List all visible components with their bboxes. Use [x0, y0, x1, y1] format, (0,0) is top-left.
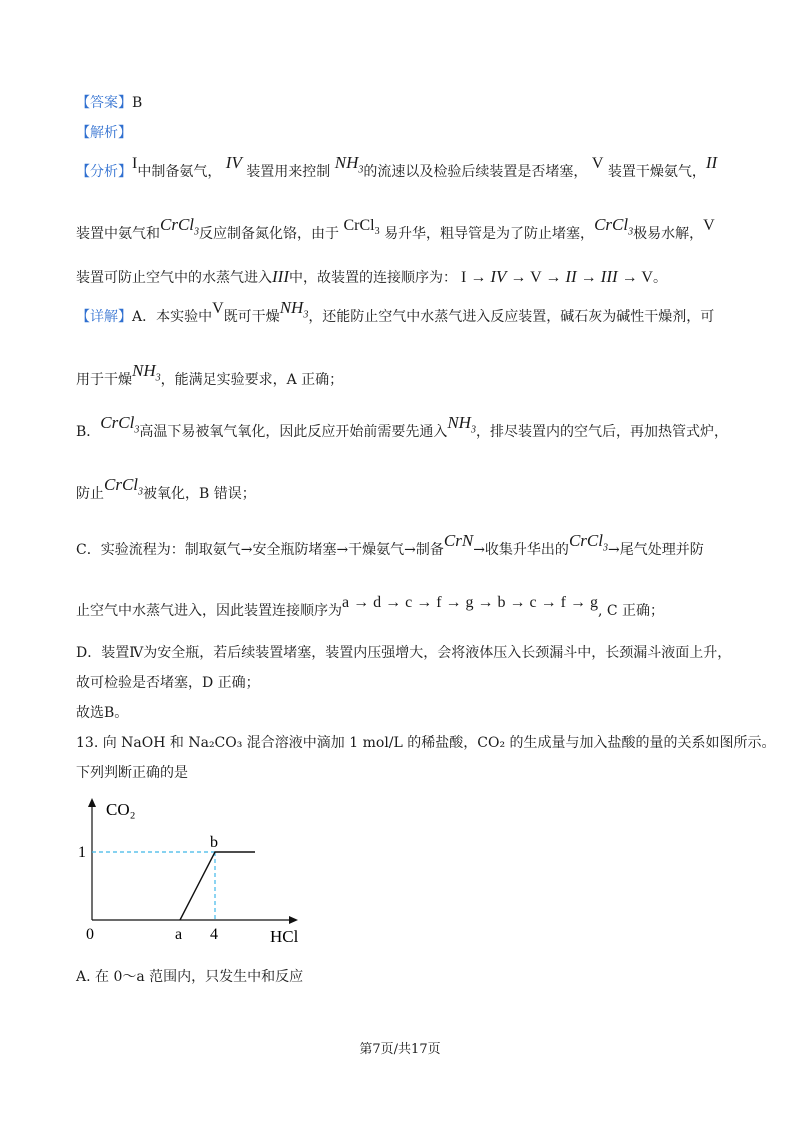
t: 3	[602, 542, 608, 554]
origin-label: 0	[86, 926, 94, 943]
t: 被氧化，B 错误；	[143, 486, 256, 502]
t: →	[545, 269, 562, 286]
t: 防止	[76, 486, 104, 502]
detail-a-2	[76, 361, 344, 395]
t: 中制备氨气，	[137, 164, 222, 180]
t: 中，故装置的连接顺序为：	[288, 270, 457, 286]
analysis-label: 【解析】	[76, 125, 132, 141]
detail-b-1	[76, 413, 728, 447]
nh3	[447, 413, 476, 436]
t: CrCl	[160, 215, 195, 234]
t: NH	[132, 361, 156, 380]
t: →收集升华出的	[473, 542, 569, 558]
t: 3	[194, 226, 200, 238]
question-13-line-1: 13. 向 NaOH 和 Na₂CO₃ 混合溶液中滴加 1 mol/L 的稀盐酸，CO₂ 的生成量与加入盐酸的量的关系如图所示。	[76, 735, 776, 751]
t: CrCl	[104, 475, 139, 494]
t: CrCl	[343, 217, 375, 234]
sym-V: V	[591, 155, 604, 172]
analysis-line-1	[76, 153, 718, 187]
crcl3	[160, 215, 200, 238]
t: CrCl	[568, 531, 603, 550]
connection-sequence: a → d → c → f → g → b → c → f → g	[342, 594, 598, 611]
detail-b-2	[76, 475, 256, 509]
t: NH	[447, 413, 471, 432]
sym-V: V	[703, 217, 715, 234]
detail-c-1	[76, 531, 704, 565]
t: 3	[303, 309, 309, 321]
sym-IV: IV	[225, 153, 242, 172]
detail-tag: 【详解】	[76, 309, 132, 325]
option-a: A. 在 0～a 范围内，只发生中和反应	[76, 969, 304, 985]
x-tick-4: 4	[210, 926, 218, 943]
crcl3	[343, 217, 380, 238]
t: 。	[652, 270, 667, 286]
conclusion: 故选B。	[76, 705, 129, 721]
page-footer: 第7页/共17页	[359, 1042, 441, 1057]
t: 3	[470, 424, 476, 436]
t: 极易水解，	[633, 226, 704, 242]
t: II	[565, 267, 577, 286]
co2-hcl-graph	[70, 795, 320, 950]
sym-V: V	[212, 300, 224, 317]
t: 既可干燥	[223, 309, 280, 325]
crcl3	[568, 531, 608, 554]
nh3	[132, 361, 161, 384]
t: ，能满足实验要求，A 正确；	[160, 372, 344, 388]
t: NH	[279, 298, 304, 317]
t: A．本实验中	[132, 309, 213, 325]
t: CrCl	[594, 215, 629, 234]
t: 3	[138, 486, 144, 498]
t: 装置用来控制	[246, 164, 331, 180]
t: 装置可防止空气中的水蒸气进入	[76, 270, 272, 286]
t: 3	[358, 164, 364, 176]
t: 3	[155, 372, 161, 384]
t: 3	[628, 226, 634, 238]
t: B．	[76, 424, 101, 440]
point-b-label: b	[210, 834, 218, 851]
sym-II: II	[705, 153, 718, 172]
t: 易升华，粗导管是为了防止堵塞，	[384, 226, 595, 242]
detail-d-1: D．装置Ⅳ为安全瓶，若后续装置堵塞，装置内压强增大，会将液体压入长颈漏斗中，长颈漏斗液面上升，	[76, 645, 732, 661]
t: 反应制备氮化铬，由于	[199, 226, 340, 242]
nh3	[279, 298, 309, 321]
question-13-line-2: 下列判断正确的是	[76, 765, 188, 781]
analysis-tag: 【分析】	[76, 164, 132, 180]
t: →尾气处理并防	[607, 542, 704, 558]
t: V	[530, 269, 542, 286]
answer-label: 【答案】	[76, 95, 132, 111]
t: →	[470, 269, 487, 286]
t: ，排尽装置内的空气后，再加热管式炉，	[475, 424, 728, 440]
analysis-line-2	[76, 215, 715, 249]
sym-III: III	[272, 267, 289, 286]
t: →	[621, 269, 638, 286]
t: NH	[334, 153, 359, 172]
detail-a-1	[76, 298, 715, 332]
t: 高温下易被氧气氧化，因此反应开始前需要先通入	[139, 424, 448, 440]
t: 3	[134, 424, 140, 436]
x-tick-a: a	[175, 926, 183, 943]
detail-d-2: 故可检验是否堵塞，D 正确；	[76, 675, 260, 691]
y-axis-arrow	[88, 798, 96, 807]
t: 用于干燥	[76, 372, 132, 388]
sym-I: I	[132, 155, 138, 172]
detail-c-2	[76, 594, 665, 620]
t: 的流速以及检验后续装置是否堵塞，	[363, 164, 588, 180]
analysis-line-3	[76, 268, 667, 287]
x-axis-label: HCl	[270, 927, 299, 946]
t: III	[600, 267, 618, 286]
t: CrCl	[100, 413, 135, 432]
y-axis-label: CO₂	[106, 800, 136, 819]
t: 3	[374, 226, 380, 238]
crcl3	[100, 413, 140, 436]
crcl3	[104, 475, 144, 498]
co2-series-line	[180, 852, 255, 920]
t: ，还能防止空气中水蒸气进入反应装置，碱石灰为碱性干燥剂，可	[308, 309, 715, 325]
answer-line	[76, 94, 142, 112]
nh3	[334, 153, 364, 176]
t: 止空气中水蒸气进入，因此装置连接顺序为	[76, 603, 342, 619]
t: V	[641, 269, 653, 286]
crcl3	[594, 215, 634, 238]
t: , C 正确；	[597, 603, 665, 619]
t: →	[510, 269, 527, 286]
t: 装置中氨气和	[76, 226, 160, 242]
x-axis-arrow	[289, 916, 298, 924]
t: 装置干燥氨气，	[607, 164, 706, 180]
t: →	[580, 269, 597, 286]
t: C．实验流程为：制取氨气→安全瓶防堵塞→干燥氨气→制备	[76, 542, 444, 558]
answer-value: B	[132, 95, 143, 111]
t: I	[460, 269, 467, 286]
t: IV	[490, 267, 507, 286]
crn: CrN	[443, 531, 474, 550]
y-tick-1: 1	[78, 844, 86, 861]
